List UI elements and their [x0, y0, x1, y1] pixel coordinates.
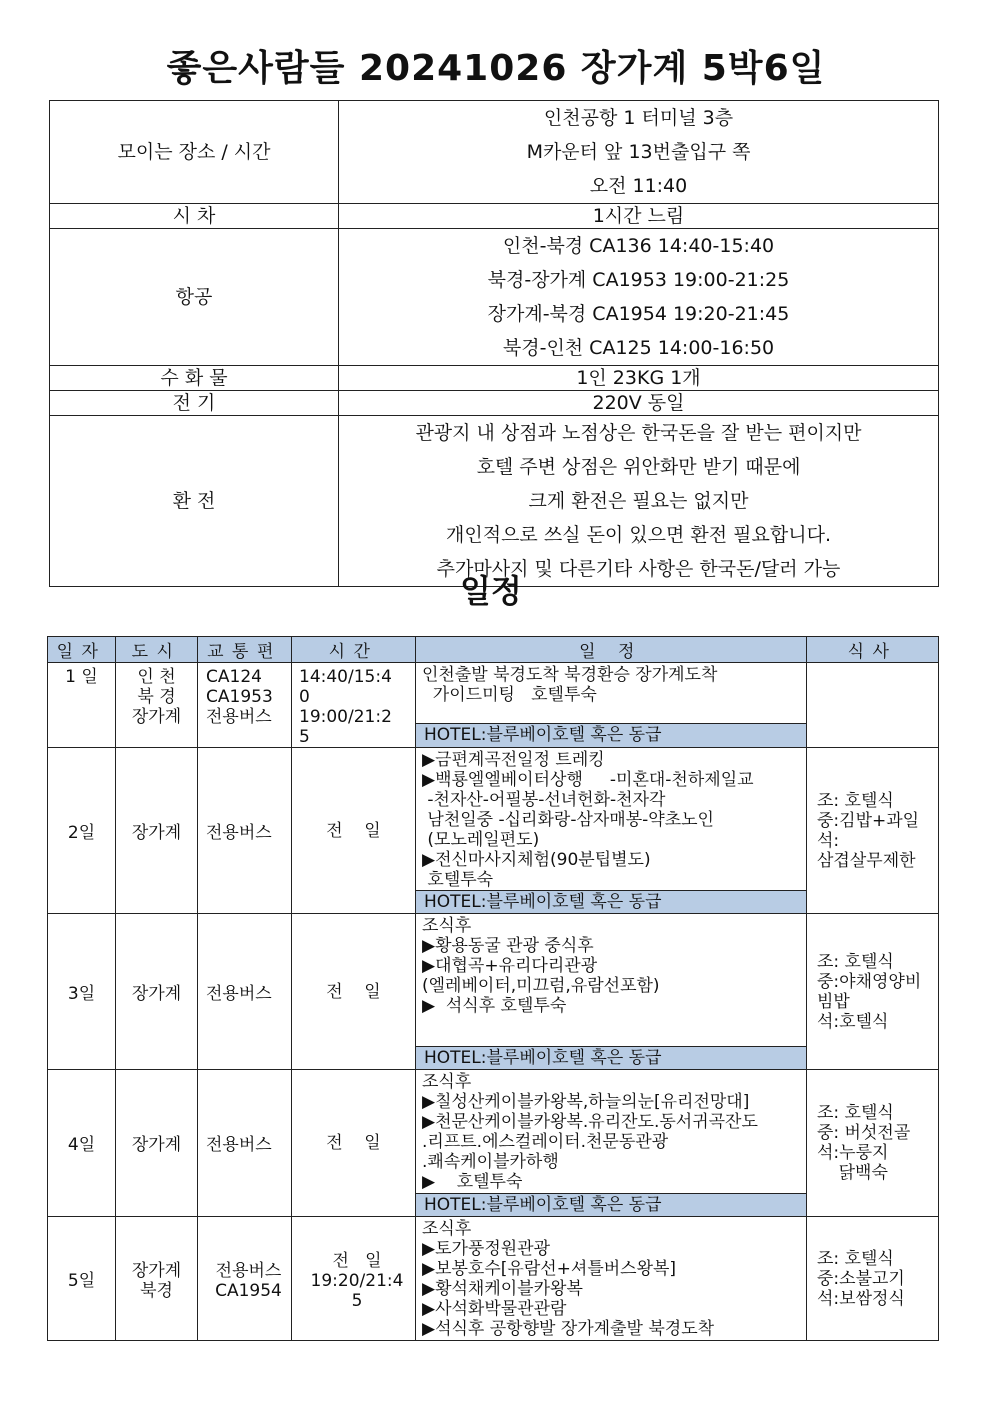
time-line: 전 일 — [332, 1250, 382, 1271]
flight-row — [50, 229, 939, 366]
time-cell: 전 일 — [292, 1070, 416, 1217]
meeting-line: 오전 11:40 — [589, 175, 688, 197]
schedule-line: (엘레베이터,미끄럼,유람선포함) — [422, 976, 660, 996]
day-row — [48, 748, 939, 891]
meeting-label: 모이는 장소 / 시간 — [50, 101, 339, 204]
city-cell: 장가계 — [116, 748, 198, 914]
document-title: 좋은사람들 20241026 장가계 5박6일 — [166, 48, 826, 89]
time-cell: 전 일 — [292, 748, 416, 914]
schedule-cell — [416, 663, 807, 724]
hotel-cell: HOTEL:블루베이호텔 혹은 동급 — [416, 1047, 807, 1070]
transport-line: CA1954 — [215, 1280, 282, 1301]
baggage-label: 수 화 물 — [50, 366, 339, 391]
hotel-cell: HOTEL:블루베이호텔 혹은 동급 — [416, 891, 807, 914]
baggage-row — [50, 366, 939, 391]
schedule-line: ▶사석화박물관관람 — [422, 1299, 567, 1319]
day-row — [48, 1217, 939, 1341]
meal-line: 삼겹살무제한 — [817, 850, 916, 871]
schedule-line: 조식후 — [422, 916, 472, 936]
meal-line: 중: 버섯전골 — [817, 1123, 911, 1143]
time-cell — [292, 663, 416, 748]
day-cell: 2일 — [48, 748, 116, 914]
day-cell: 1 일 — [48, 663, 116, 748]
time-line: 0 — [299, 687, 310, 707]
day-cell: 3일 — [48, 914, 116, 1070]
time-line: 14:40/15:4 — [299, 667, 392, 687]
city-cell: 장가계 — [116, 914, 198, 1070]
meeting-line: M카운터 앞 13번출입구 쪽 — [526, 141, 751, 163]
city-cell: 장가계 — [116, 1070, 198, 1217]
day-cell: 5일 — [48, 1217, 116, 1341]
transport-line: 전용버스 — [206, 707, 272, 727]
schedule-line: ▶보봉호수[유람선+셔틀버스왕복] — [422, 1259, 677, 1279]
meeting-value — [339, 101, 939, 204]
header-schedule: 일 정 — [416, 637, 807, 663]
timediff-label: 시 차 — [50, 204, 339, 229]
schedule-line: .쾌속케이블카하행 — [422, 1152, 559, 1172]
meal-cell — [807, 748, 939, 914]
city-line: 인 천 — [137, 667, 176, 687]
time-line: 19:00/21:2 — [299, 707, 392, 727]
travel-info-table — [49, 100, 939, 587]
transport-cell — [198, 1217, 292, 1341]
meal-cell — [807, 1070, 939, 1217]
meal-cell — [807, 914, 939, 1070]
transport-cell — [198, 663, 292, 748]
schedule-line: ▶백룡엘엘베이터상행 -미혼대-천하제일교 — [422, 770, 754, 790]
baggage-value: 1인 23KG 1개 — [339, 366, 939, 391]
timediff-row — [50, 204, 939, 229]
schedule-line: ▶황석채케이블카왕복 — [422, 1279, 583, 1299]
city-line: 북경 — [140, 1280, 173, 1301]
time-line: 5 — [351, 1290, 363, 1311]
schedule-line: ▶석식후 공항향발 장가계출발 북경도착 — [422, 1319, 715, 1339]
day-row — [48, 1070, 939, 1194]
meal-line: 조: 호텔식 — [817, 790, 894, 811]
schedule-line: 조식후 — [422, 1072, 472, 1092]
schedule-cell — [416, 1070, 807, 1194]
transport-line: CA124 — [206, 667, 262, 687]
exchange-value — [339, 416, 939, 587]
flight-line: 북경-인천 CA125 14:00-16:50 — [502, 337, 775, 359]
transport-cell: 전용버스 — [198, 748, 292, 914]
meal-line: 조: 호텔식 — [817, 951, 894, 972]
meal-line: 중:소불고기 — [817, 1268, 905, 1289]
exchange-line: 개인적으로 쓰실 돈이 있으면 환전 필요합니다. — [446, 524, 831, 546]
exchange-label: 환 전 — [50, 416, 339, 587]
flight-value — [339, 229, 939, 366]
exchange-line: 호텔 주변 상점은 위안화만 받기 때문에 — [476, 456, 801, 478]
flight-label: 항공 — [50, 229, 339, 366]
schedule-cell — [416, 1217, 807, 1341]
schedule-line: (모노레일편도) — [422, 830, 540, 850]
schedule-line: ▶금편계곡전일정 트레킹 — [422, 750, 605, 770]
meal-cell — [807, 663, 939, 748]
meal-line: 중:김밥+과일 — [817, 810, 920, 831]
transport-line: 전용버스 — [215, 1260, 282, 1281]
meeting-row — [50, 101, 939, 204]
day-cell: 4일 — [48, 1070, 116, 1217]
schedule-line: 호텔투숙 — [422, 870, 494, 890]
schedule-line: ▶전신마사지체험(90분팁별도) — [422, 850, 651, 870]
schedule-cell — [416, 914, 807, 1047]
schedule-line: -천자산-어필봉-선녀헌화-천자각 — [422, 790, 666, 810]
exchange-line: 크게 환전은 필요는 없지만 — [528, 490, 749, 512]
meal-line: 석:호텔식 — [817, 1011, 889, 1032]
city-cell — [116, 663, 198, 748]
schedule-line: 가이드미팅 호텔투숙 — [422, 685, 597, 705]
schedule-title: 일정 — [460, 572, 522, 610]
meal-line: 조: 호텔식 — [817, 1248, 894, 1269]
hotel-cell: HOTEL:블루베이호텔 혹은 동급 — [416, 1194, 807, 1217]
transport-cell: 전용버스 — [198, 1070, 292, 1217]
schedule-line: ▶ 호텔투숙 — [422, 1172, 523, 1192]
schedule-header-row — [48, 637, 939, 663]
exchange-row — [50, 416, 939, 587]
time-line: 5 — [299, 727, 310, 747]
time-cell — [292, 1217, 416, 1341]
schedule-line: 조식후 — [422, 1219, 472, 1239]
city-line: 장가계 — [131, 1260, 182, 1281]
header-day: 일자 — [48, 637, 116, 663]
schedule-line: ▶ 석식후 호텔투숙 — [422, 996, 567, 1016]
meal-line: 조: 호텔식 — [817, 1103, 894, 1123]
time-line: 19:20/21:4 — [310, 1270, 404, 1291]
exchange-line: 관광지 내 상점과 노점상은 한국돈을 잘 받는 편이지만 — [415, 422, 862, 444]
schedule-line: 남천일중 -십리화랑-삼자매봉-약초노인 — [422, 810, 714, 830]
city-line: 장가계 — [131, 707, 182, 727]
transport-line: CA1953 — [206, 687, 273, 707]
city-line: 북 경 — [137, 687, 176, 707]
power-value: 220V 동일 — [339, 391, 939, 416]
time-cell: 전 일 — [292, 914, 416, 1070]
power-label: 전 기 — [50, 391, 339, 416]
schedule-line: ▶칠성산케이블카왕복,하늘의눈[유리전망대] — [422, 1092, 750, 1112]
city-cell — [116, 1217, 198, 1341]
flight-line: 인천-북경 CA136 14:40-15:40 — [502, 235, 775, 257]
power-row — [50, 391, 939, 416]
meal-line: 빔밥 — [817, 991, 850, 1012]
schedule-line: ▶토가풍정원관광 — [422, 1239, 551, 1259]
hotel-cell: HOTEL:블루베이호텔 혹은 동급 — [416, 723, 807, 747]
day-row — [48, 914, 939, 1047]
meal-line: 닭백숙 — [817, 1163, 888, 1183]
meal-line: 석:보쌈정식 — [817, 1288, 905, 1309]
transport-cell: 전용버스 — [198, 914, 292, 1070]
timediff-value: 1시간 느림 — [339, 204, 939, 229]
schedule-table — [47, 636, 939, 1341]
meeting-line: 인천공항 1 터미널 3층 — [543, 107, 734, 129]
header-meal: 식사 — [807, 637, 939, 663]
schedule-line: 인천출발 북경도착 북경환승 장가계도착 — [422, 665, 718, 685]
schedule-line: ▶대협곡+유리다리관광 — [422, 956, 598, 976]
flight-line: 장가계-북경 CA1954 19:20-21:45 — [487, 303, 790, 325]
schedule-cell — [416, 748, 807, 891]
schedule-line: ▶황용동굴 관광 중식후 — [422, 936, 594, 956]
schedule-line: ▶천문산케이블카왕복.유리잔도.동서귀곡잔도 — [422, 1112, 758, 1132]
header-time: 시간 — [292, 637, 416, 663]
exchange-line: 추가마사지 및 다른기타 사항은 한국돈/달러 가능 — [436, 558, 841, 580]
header-city: 도시 — [116, 637, 198, 663]
meal-line: 석: — [817, 830, 840, 851]
flight-line: 북경-장가계 CA1953 19:00-21:25 — [487, 269, 790, 291]
meal-line: 중:야채영양비 — [817, 971, 922, 992]
day-row — [48, 663, 939, 724]
meal-line: 석:누룽지 — [817, 1143, 889, 1163]
meal-cell — [807, 1217, 939, 1341]
schedule-line: .리프트.에스컬레이터.천문동관광 — [422, 1132, 669, 1152]
header-transport: 교통편 — [198, 637, 292, 663]
